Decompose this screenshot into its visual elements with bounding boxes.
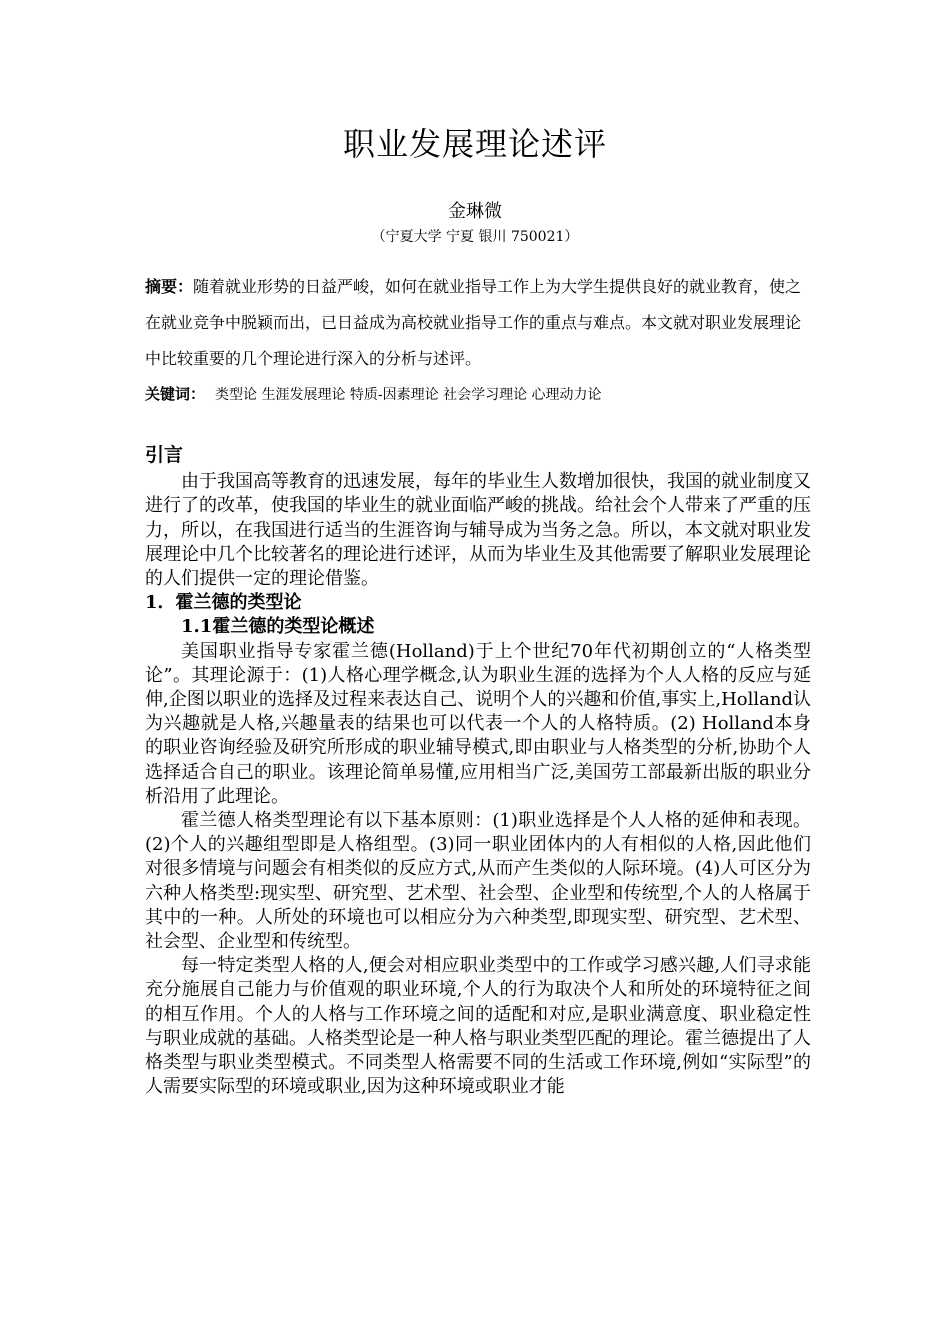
section-1-paragraph-1: 美国职业指导专家霍兰德(Holland)于上个世纪70年代初期创立的“人格类型论”。其理论源于：(1)人格心理学概念,认为职业生涯的选择为个人人格的反应与延伸,企图以职业的选择及过程来表达自己、说明个人的兴趣和价值,事实上,Holland认为兴趣就是人格,兴趣量表的结果也可以代表一个人的人格特质。(2) Holland本身的职业咨询经验及研究所形成的职业辅导模式,即由职业与人格类型的分析,协助个人选择适合自己的职业。该理论简单易懂,应用相当广泛,美国劳工部最新出版的职业分析沿用了此理论。 (145, 640, 811, 807)
author-name: 金琳微 (448, 201, 502, 222)
abstract-text: 随着就业形势的日益严峻，如何在就业指导工作上为大学生提供良好的就业教育，使之在就业竞争中脱颖而出，已日益成为高校就业指导工作的重点与难点。本文就对职业发展理论中比较重要的几个理论进行深入的分析与述评。 (145, 277, 802, 368)
intro-paragraph: 由于我国高等教育的迅速发展，每年的毕业生人数增加很快，我国的就业制度又进行了的改革，使我国的毕业生的就业面临严峻的挑战。给社会个人带来了严重的压力，所以，在我国进行适当的生涯咨询与辅导成为当务之急。所以，本文就对职业发展理论中几个比较著名的理论进行述评，从而为毕业生及其他需要了解职业发展理论的人们提供一定的理论借鉴。 (145, 471, 811, 590)
body-text (145, 443, 811, 1099)
keywords-text: 类型论 生涯发展理论 特质-因素理论 社会学习理论 心理动力论 (215, 387, 602, 403)
section-1-heading: 1．霍兰德的类型论 (145, 592, 302, 614)
section-1-paragraph-3: 每一特定类型人格的人,便会对相应职业类型中的工作或学习感兴趣,人们寻求能充分施展自己能力与价值观的职业环境,个人的行为取决个人和所处的环境特征之间的相互作用。个人的人格与工作环境之间的适配和对应,是职业满意度、职业稳定性与职业成就的基础。人格类型论是一种人格与职业类型匹配的理论。霍兰德提出了人格类型与职业类型模式。不同类型人格需要不同的生活或工作环境,例如“实际型”的人需要实际型的环境或职业,因为这种环境或职业才能 (145, 955, 811, 1098)
intro-heading: 引言 (145, 444, 184, 466)
paper-title: 职业发展理论述评 (342, 125, 607, 163)
keywords-label: 关键词： (145, 385, 206, 403)
author-affiliation: （宁夏大学 宁夏 银川 750021） (371, 229, 579, 245)
abstract (145, 269, 810, 377)
section-1-1-heading: 1.1霍兰德的类型论概述 (181, 616, 375, 638)
section-1-paragraph-2: 霍兰德人格类型理论有以下基本原则：(1)职业选择是个人人格的延伸和表现。(2)个人的兴趣组型即是人格组型。(3)同一职业团体内的人有相似的人格,因此他们对很多情境与问题会有相类似的反应方式,从而产生类似的人际环境。(4)人可区分为六种人格类型:现实型、研究型、艺术型、社会型、企业型和传统型,个人的人格属于其中的一种。人所处的环境也可以相应分为六种类型,即现实型、研究型、艺术型、社会型、企业型和传统型。 (145, 810, 811, 953)
keywords (145, 383, 810, 406)
abstract-label: 摘要： (145, 277, 194, 296)
